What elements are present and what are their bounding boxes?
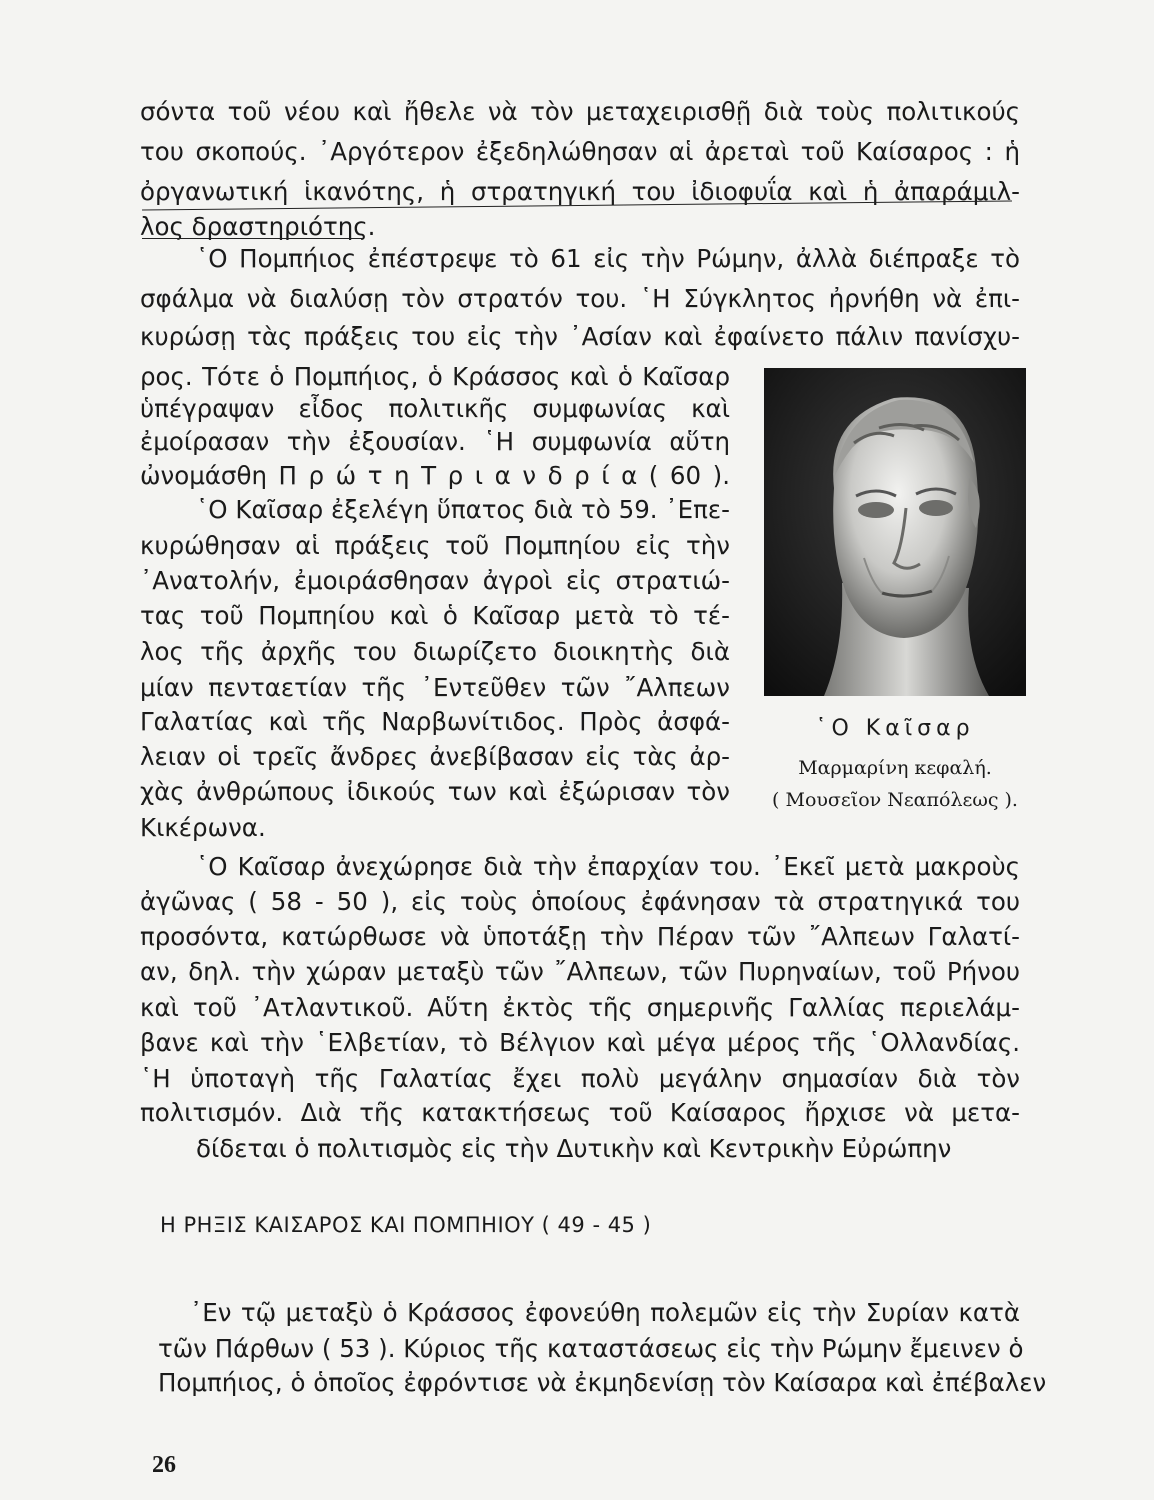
text-line: ᾿Ανατολήν, ἐμοιράσθησαν ἀγροὶ εἰς στρατιώ- [140, 566, 730, 595]
text-line: μίαν πενταετίαν τῆς ᾿Εντεῦθεν τῶν ῎Αλπεων [140, 673, 730, 702]
text-line: Κικέρωνα. [140, 813, 266, 842]
text-line: του σκοπούς. ᾿Αργότερον ἐξεδηλώθησαν αἱ ἀρεταὶ τοῦ Καίσαρος : ἡ [140, 137, 1020, 166]
text-line: πολιτισμόν. Διὰ τῆς κατακτήσεως τοῦ Καίσαρος ἤρχισε νὰ μετα- [140, 1098, 1020, 1127]
text-line: ἀγῶνας ( 58 - 50 ), εἰς τοὺς ὁποίους ἐφάνησαν τὰ στρατηγικά του [140, 887, 1020, 916]
text-line: λος τῆς ἀρχῆς του διωρίζετο διοικητὴς διὰ [140, 637, 730, 666]
text-line: σφάλμα νὰ διαλύσῃ τὸν στρατόν του. ῾Η Σύγκλητος ἠρνήθη νὰ ἐπι- [140, 284, 1020, 313]
text-line: ῾Ο Καῖσαρ ἀνεχώρησε διὰ τὴν ἐπαρχίαν του. ᾿Εκεῖ μετὰ μακροὺς [196, 852, 1020, 881]
text-line: ᾿Εν τῷ μεταξὺ ὁ Κράσσος ἐφονεύθη πολεμῶν εἰς τὴν Συρίαν κατὰ [190, 1298, 1020, 1327]
page-number: 26 [152, 1452, 176, 1478]
text-line: ῾Η ὑποταγὴ τῆς Γαλατίας ἔχει πολὺ μεγάλην σημασίαν διὰ τὸν [140, 1064, 1020, 1093]
text-line: καὶ τοῦ ᾿Ατλαντικοῦ. Αὕτη ἐκτὸς τῆς σημερινῆς Γαλλίας περιελάμ- [140, 993, 1020, 1022]
caption-line: Μαρμαρίνη κεφαλή. [798, 757, 992, 779]
text-line: Πομπήιος, ὁ ὁποῖος ἐφρόντισε νὰ ἐκμηδενίσῃ τὸν Καίσαρα καὶ ἐπέβαλεν [158, 1368, 1047, 1397]
text-line: ὑπέγραψαν εἶδος πολιτικῆς συμφωνίας καὶ [140, 394, 730, 423]
text-line: λειαν οἱ τρεῖς ἄνδρες ἀνεβίβασαν εἰς τὰς ἀρ- [140, 742, 730, 771]
text-line: ρος. Τότε ὁ Πομπήιος, ὁ Κράσσος καὶ ὁ Καῖσαρ [140, 362, 730, 391]
text-line: ὠνομάσθη Π ρ ώ τ η Τ ρ ι α ν δ ρ ί α ( 60 ). [140, 461, 730, 490]
text-line: βανε καὶ τὴν ῾Ελβετίαν, τὸ Βέλγιον καὶ μέγα μέρος τῆς ῾Ολλανδίας. [140, 1028, 1020, 1057]
text-line: ἐμοίρασαν τὴν ἐξουσίαν. ῾Η συμφωνία αὕτη [140, 427, 730, 456]
text-line: λος δραστηριότης. [140, 212, 376, 241]
text-line: ῾Ο Καῖσαρ ἐξελέγη ὕπατος διὰ τὸ 59. ᾿Επε- [196, 495, 730, 524]
text-line: τας τοῦ Πομπηίου καὶ ὁ Καῖσαρ μετὰ τὸ τέ- [140, 601, 730, 630]
text-line: Γαλατίας καὶ τῆς Ναρβωνίτιδος. Πρὸς ἀσφά- [140, 707, 730, 736]
text-line: σόντα τοῦ νέου καὶ ἤθελε νὰ τὸν μεταχειρισθῇ διὰ τοὺς πολιτικούς [140, 97, 1020, 126]
text-line: χὰς ἀνθρώπους ἰδικούς των καὶ ἐξώρισαν τὸν [140, 777, 730, 806]
text-line: αν, δηλ. τὴν χώραν μεταξὺ τῶν ῎Αλπεων, τῶν Πυρηναίων, τοῦ Ρήνου [140, 957, 1020, 986]
text-line: τῶν Πάρθων ( 53 ). Κύριος τῆς καταστάσεως εἰς τὴν Ρώμην ἔμεινεν ὁ [158, 1334, 1024, 1363]
text-line: δίδεται ὁ πολιτισμὸς εἰς τὴν Δυτικὴν καὶ Κεντρικὴν Εὐρώπην [196, 1134, 952, 1163]
text-line: προσόντα, κατώρθωσε νὰ ὑποτάξῃ τὴν Πέραν τῶν ῎Αλπεων Γαλατί- [140, 922, 1020, 951]
text-line: κυρώσῃ τὰς πράξεις του εἰς τὴν ᾿Ασίαν καὶ ἐφαίνετο πάλιν πανίσχυ- [140, 322, 1020, 351]
caption-title: ῾Ο Καῖσαρ [815, 716, 975, 741]
caesar-bust-photo [764, 368, 1026, 696]
marble-head-image [764, 368, 1026, 696]
pen-underline [142, 238, 362, 239]
caption-line: ( Μουσεῖον Νεαπόλεως ). [772, 789, 1018, 811]
text-line: κυρώθησαν αἱ πράξεις τοῦ Πομπηίου εἰς τὴν [140, 531, 730, 560]
text-line: ῾Ο Πομπήιος ἐπέστρεψε τὸ 61 εἰς τὴν Ρώμην, ἀλλὰ διέπραξε τὸ [196, 244, 1020, 273]
text-line: ὀργανωτική ἱκανότης, ἡ στρατηγική του ἰδιοφυΐα καὶ ἡ ἀπαράμιλ- [140, 177, 1020, 206]
section-heading: Η ΡΗΞΙΣ ΚΑΙΣΑΡΟΣ ΚΑΙ ΠΟΜΠΗΙΟΥ ( 49 - 45 ) [160, 1213, 652, 1237]
